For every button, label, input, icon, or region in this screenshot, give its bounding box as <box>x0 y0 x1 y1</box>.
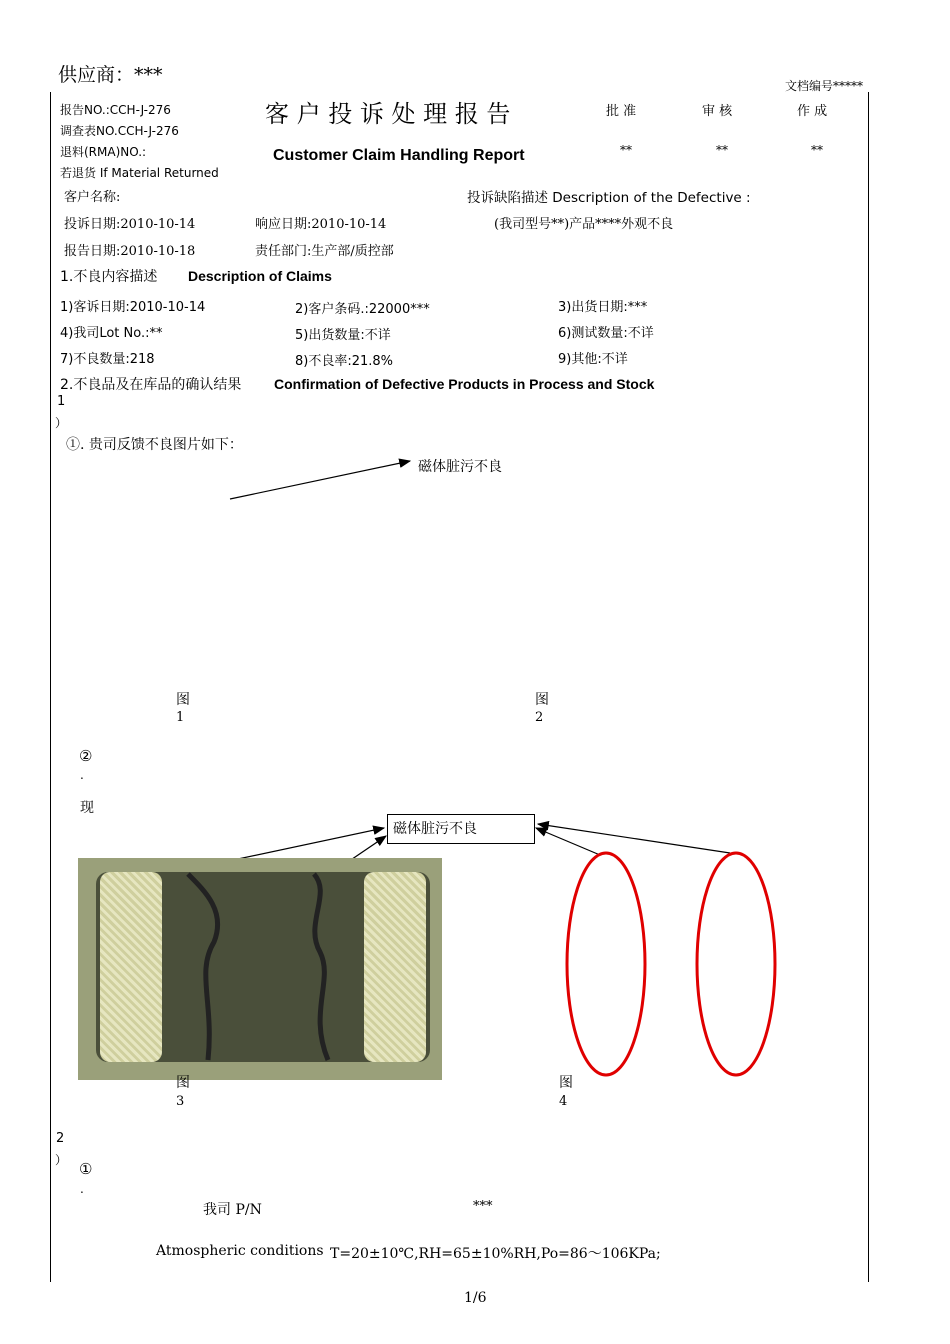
section2-title-cn: 2.不良品及在库品的确认结果 <box>60 377 242 393</box>
item2-mark: ② <box>79 747 93 765</box>
arrow-fig4-b <box>538 824 730 853</box>
defect-text: (我司型号**)产品****外观不良 <box>494 217 674 232</box>
report-title-en: Customer Claim Handling Report <box>273 147 525 164</box>
chip-body <box>96 872 430 1062</box>
approve-value: ** <box>620 143 632 157</box>
response-date: 响应日期:2010-10-14 <box>255 217 387 232</box>
author-label: 作 成 <box>797 104 828 119</box>
report-no: 报告NO.:CCH-J-276 <box>60 103 171 117</box>
defect-circle-left <box>567 853 645 1075</box>
report-title-cn: 客 户 投 诉 处 理 报 告 <box>265 100 511 128</box>
fig3-number: 3 <box>176 1094 185 1109</box>
fig3-label: 图 <box>176 1075 190 1091</box>
claim-item: 9)其他:不详 <box>558 352 628 367</box>
sub2-item-dot: . <box>80 1182 84 1196</box>
returned-label: 若退货 If Material Returned <box>60 166 219 180</box>
callout-fig3: 磁体脏污不良 <box>393 821 477 837</box>
arrow-fig1 <box>230 461 410 499</box>
sub1-paren: ） <box>55 416 68 430</box>
claim-item: 5)出货数量:不详 <box>295 328 391 343</box>
fig4-number: 4 <box>559 1094 568 1109</box>
atmospheric-label: Atmospheric conditions <box>156 1243 324 1259</box>
atmospheric-value: T=20±10℃,RH=65±10%RH,Po=86～106KPa; <box>330 1246 661 1262</box>
fig4-label: 图 <box>559 1075 573 1091</box>
report-date: 报告日期:2010-10-18 <box>64 244 196 259</box>
claim-item: 7)不良数量:218 <box>60 352 155 367</box>
callout-fig1: 磁体脏污不良 <box>418 459 502 475</box>
review-value: ** <box>716 143 728 157</box>
section1-title-en: Description of Claims <box>188 268 332 284</box>
claim-item: 1)客诉日期:2010-10-14 <box>60 300 206 315</box>
supplier: 供应商：*** <box>58 64 163 86</box>
item2-dot: . <box>80 768 84 782</box>
claim-item: 2)客户条码.:22000*** <box>295 302 430 317</box>
claim-item: 4)我司Lot No.:** <box>60 326 163 341</box>
component-photo <box>78 858 442 1080</box>
fig2-number: 2 <box>535 710 544 725</box>
item2-text: 现 <box>80 800 94 816</box>
doc-number: 文档编号***** <box>785 79 864 93</box>
section1-title-cn: 1.不良内容描述 <box>60 269 158 285</box>
responsible-dept: 责任部门:生产部/质控部 <box>255 244 394 259</box>
author-value: ** <box>811 143 823 157</box>
callout-box-fig3 <box>387 814 535 844</box>
complaint-date: 投诉日期:2010-10-14 <box>64 217 196 232</box>
claim-item: 3)出货日期:*** <box>558 300 648 315</box>
pn-value: *** <box>473 1199 493 1214</box>
claim-item: 8)不良率:21.8% <box>295 354 394 369</box>
page-number: 1/6 <box>464 1290 487 1306</box>
review-label: 审 核 <box>702 104 733 119</box>
customer-name: 客户名称: <box>64 190 121 205</box>
fig1-label: 图 <box>176 692 190 708</box>
defect-circle-right <box>697 853 775 1075</box>
survey-no: 调查表NO.CCH-J-276 <box>60 124 179 138</box>
sub2-item-mark: ① <box>79 1160 93 1178</box>
pn-label: 我司 P/N <box>203 1202 262 1218</box>
sub2-paren: ） <box>55 1153 68 1167</box>
fig1-number: 1 <box>176 710 185 725</box>
fig2-label: 图 <box>535 692 549 708</box>
approve-label: 批 准 <box>606 104 637 119</box>
claim-item: 6)测试数量:不详 <box>558 326 654 341</box>
defect-desc-label: 投诉缺陷描述 Description of the Defective : <box>467 190 751 206</box>
sub2-number: 2 <box>56 1131 65 1146</box>
sub1-number: 1 <box>57 394 66 409</box>
section2-title-en: Confirmation of Defective Products in Process and Stock <box>274 376 655 392</box>
chip-dirt-lines <box>96 872 430 1062</box>
rma-no: 退料(RMA)NO.: <box>60 145 147 159</box>
feedback-text: ①. 贵司反馈不良图片如下： <box>66 437 243 453</box>
